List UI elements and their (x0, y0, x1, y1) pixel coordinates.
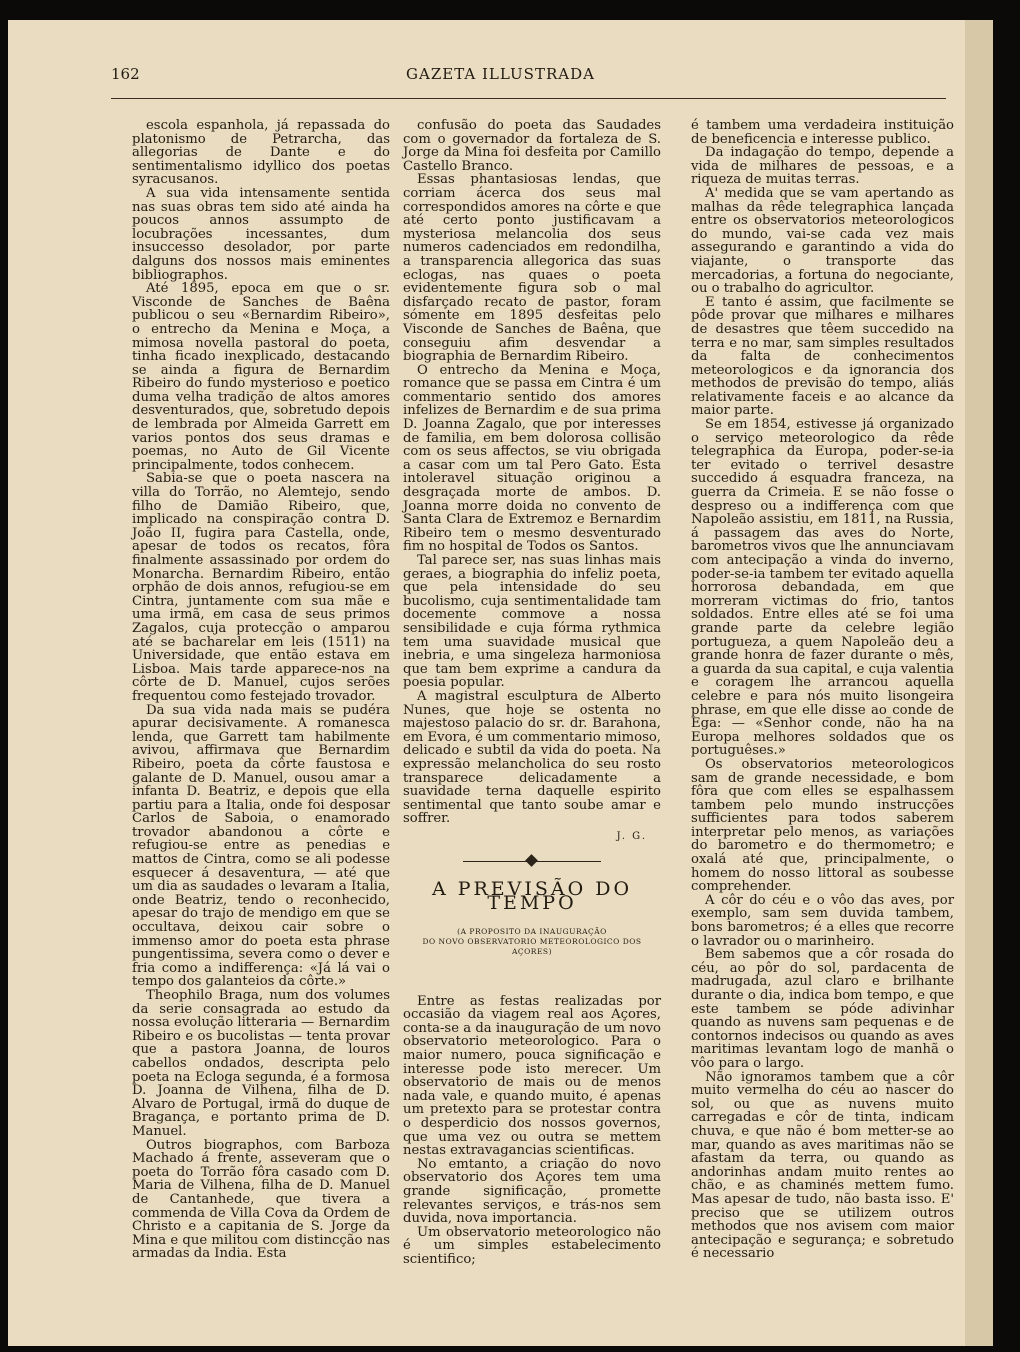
paragraph: A magistral esculptura de Alberto Nunes, que hoje se ostenta no majestoso palacio do sr. dr. Barahona, em Evora, é um commentario mimoso, delicado e subtil da vida do poeta. Na expressão melancholica do seu rosto transparece delicadamente a suavidade terna daquelle espirito sentimental que tanto soube amar e soffrer. (403, 688, 661, 827)
page-edge-shadow (965, 20, 993, 1346)
paragraph: Essas phantasiosas lendas, que corriam ácerca dos seus mal correspondidos amores na côrte e que até certo ponto justificavam a mysteriosa melancolia dos seus numeros cadenciados em redondilha, a transparencia allegorica das suas eclogas, nas quaes o poeta evidentemente figura sob o mal disfarçado recato de pastor, foram sómente em 1895 desfeitas pelo Visconde de Sanches de Baêna, que conseguiu afim desvendar a biographia de Bernardim Ribeiro. (403, 172, 661, 365)
section-divider (403, 847, 661, 875)
running-title: GAZETA ILLUSTRADA (406, 65, 595, 83)
page-header (8, 20, 993, 100)
paragraph: Um observatorio meteorologico não é um simples estabelecimento scientifico; (403, 1224, 661, 1267)
paragraph: Se em 1854, estivesse já organizado o serviço meteorologico da rêde telegraphica da Europa, poder-se-ia ter evitado o terrivel desastre succedido á esquadra franceza, na guerra da Crimeia. E se não fosse o despreso ou a indifferença com que Napoleão assistiu, em 1811, na Russia, á passagem das aves do Norte, barometros vivos que lhe annunciavam com antecipação a vinda do inverno, poder-se-ia tambem ter evitado aquella horrorosa debandada, em que morreram victimas do frio, tantos soldados. Entre elles até se foi uma grande parte da celebre legião portugueza, a quem Napoleão deu a grande honra de fazer durante o mês, a guarda da sua capital, e cuja valentia e coragem lhe arrancou aquella celebre e para nós muito lisongeira phrase, em que elle disse ao conde de Ega: — «Senhor conde, não ha na Europa melhores soldados que os portuguêses.» (691, 417, 955, 759)
article-subtitle (403, 927, 661, 957)
paragraph: A sua vida intensamente sentida nas suas obras tem sido até ainda ha poucos annos assumpto de locubrações incessantes, dum insuccesso desolador, por parte dalguns dos nossos mais eminentes bibliographos. (132, 185, 390, 283)
paragraph: Outros biographos, com Barboza Machado á frente, asseveram que o poeta do Torrão fôra casado com D. Maria de Vilhena, filha de D. Manuel de Cantanhede, que tivera a commenda de Villa Cova da Ordem de Christo e a capitania de S. Jorge da Mina e que militou com distincção nas armadas da India. Esta (132, 1137, 390, 1262)
paragraph: Da indagação do tempo, depende a vida de milhares de pessoas, e a riqueza de muitas terras. (691, 145, 954, 188)
paragraph: E tanto é assim, que facilmente se pôde provar que milhares e milhares de desastres que têem succedido na terra e no mar, sam simples resultados da falta de conhecimentos meteorologicos e da ignorancia dos methodos de previsão do tempo, aliás relativamente faceis e ao alcance da maior parte. (691, 294, 954, 419)
paragraph: O entrecho da Menina e Moça, romance que se passa em Cintra é um commentario sentido dos amores infelizes de Bernardim e de sua prima D. Joanna Zagalo, que por interesses de familia, em bem dolorosa collisão com os seus affectos, se viu obrigada a casar com um tal Pero Gato. Esta intoleravel situação originou a desgraçada morte de ambos. D. Joanna morre doida no convento de Santa Clara de Extremoz e Bernardim Ribeiro tem o mesmo desventurado fim no hospital de Todos os Santos. (403, 362, 661, 555)
column-1 (132, 119, 390, 1261)
paragraph: Sabia-se que o poeta nascera na villa do Torrão, no Alemtejo, sendo filho de Damião Ribeiro, que, implicado na conspiração contra D. João II, fugira para Castella, onde, apesar de todos os recatos, fôra finalmente assassinado por ordem do Monarcha. Bernardim Ribeiro, então orphão de dois annos, refugiou-se em Cintra, juntamente com sua mãe e uma irmã, em casa de seus primos Zagalos, cuja protecção o amparou até se bacharelar em leis (1511) na Universidade, que então estava em Lisboa. Mais tarde apparece-nos na côrte de D. Manuel, cujos serões frequentou como festejado trovador. (132, 471, 390, 704)
paragraph: Os observatorios meteorologicos sam de grande necessidade, e bom fôra que com elles se espalhassem tambem pelo mundo instrucções sufficientes para todos saberem interpretar pelo menos, as variações do barometro e do thermometro; e oxalá até que, principalmente, o homem do nosso littoral as soubesse comprehender. (691, 756, 954, 895)
paragraph: Entre as festas realizadas por occasião da viagem real aos Açores, conta-se a da inauguração de um novo observatorio meteorologico. Para o maior numero, pouca significação e interesse pode isto merecer. Um observatorio de mais ou de menos nada vale, e quando muito, é apenas um pretexto para se protestar contra o desperdicio dos nossos governos, que uma vez ou outra se mettem nestas extravagancias scientificas. (403, 993, 661, 1159)
newspaper-page (8, 20, 993, 1346)
paragraph: Da sua vida nada mais se pudéra apurar decisivamente. A romanesca lenda, que Garrett tam habilmente avivou, affirmava que Bernardim Ribeiro, poeta da côrte faustosa e galante de D. Manuel, ousou amar a infanta D. Beatriz, e depois que ella partiu para a Italia, onde foi desposar Carlos de Saboia, o enamorado trovador abandonou a côrte e refugiou-se entre as penedias e mattos de Cintra, como se ali podesse esquecer á desaventura, — até que um dia as saudades o levaram a Italia, onde Beatriz, tendo o reconhecido, apesar do trajo de mendigo em que se occultava, deixou cair sobre o immenso amor do poeta esta phrase pungentissima, severa como o dever e fria como a indifferença: «Já lá vai o tempo dos galanteios da côrte.» (132, 702, 390, 990)
article-title: A PREVISÃO DO TEMPO (431, 878, 633, 915)
paragraph: Bem sabemos que a côr rosada do céu, ao pôr do sol, pardacenta de madrugada, azul claro e brilhante durante o dia, indica bom tempo, e que este tambem se póde adivinhar quando as nuvens sam pequenas e de contornos indecisos ou quando as aves maritimas levantam logo de manhã o vôo para o largo. (691, 947, 954, 1071)
paragraph: Tal parece ser, nas suas linhas mais geraes, a biographia do infeliz poeta, que pela intensidade do seu bucolismo, cuja sentimentalidade tam docemente commove a nossa sensibilidade e cuja fórma rythmica tem uma suavidade musical que inebria, e uma singeleza harmoniosa que tam bem exprime a candura da poesia popular. (403, 553, 661, 691)
paragraph: A' medida que se vam apertando as malhas da rêde telegraphica lançada entre os observatorios meteorologicos do mundo, vai-se cada vez mais assegurando e garantindo a vida do viajante, o transporte das mercadorias, a fortuna do negociante, ou o trabalho do agricultor. (691, 185, 954, 297)
column-2 (403, 119, 661, 1267)
paragraph: A côr do céu e o vôo das aves, por exemplo, sam sem duvida tambem, bons barometros; é a elles que recorre o lavrador ou o marinheiro. (691, 892, 954, 949)
paragraph: escola espanhola, já repassada do platonismo de Petrarcha, das allegorias de Dante e do sentimentalismo idyllico dos poetas syracusanos. (132, 118, 390, 188)
paragraph: é tambem uma verdadeira instituição de beneficencia e interesse publico. (691, 118, 954, 147)
page-number: 162 (111, 65, 140, 83)
subtitle-line: DO NOVO OBSERVATORIO METEOROLOGICO DOS AÇORES) (422, 936, 642, 956)
paragraph: Até 1895, epoca em que o sr. Visconde de Sanches de Baêna publicou o seu «Bernardim Ribeiro», o entrecho da Menina e Moça, a mimosa novella pastoral do poeta, tinha ficado inexplicado, destacando se ainda a figura de Bernardim Ribeiro do fundo mysterioso e poetico duma velha tradição de altos amores desventurados, que, sobretudo depois de lembrada por Almeida Garrett em varios pontos dos seus dramas e poemas, no Auto de Gil Vicente principalmente, todos conhecem. (132, 281, 390, 473)
paragraph: Theophilo Braga, num dos volumes da serie consagrada ao estudo da nossa evolução litteraria — Bernardim Ribeiro e os bucolistas — tenta provar que a pastora Joanna, de louros cabellos ondados, descripta pelo poeta na Ecloga segunda, é a formosa D. Joanna de Vilhena, filha de D. Alvaro de Portugal, irmã do duque de Bragança, e portanto prima de D. Manuel. (132, 988, 390, 1139)
column-3 (691, 119, 954, 1261)
header-rule (111, 98, 946, 99)
divider-diamond (525, 855, 538, 868)
author-signature: J. G. (616, 830, 647, 842)
paragraph: No emtanto, a criação do novo observatorio dos Açores tem uma grande significação, promette relevantes serviços, e trás-nos sem duvida, nova importancia. (403, 1156, 661, 1227)
paragraph: Não ignoramos tambem que a côr muito vermelha do céu ao nascer do sol, ou que as nuvens muito carregadas e côr de tinta, indicam chuva, e que não é bom metter-se ao mar, quando as aves maritimas não se afastam da terra, ou quando as andorinhas andam muito rentes ao chão, e as chaminés mettem fumo. Mas apesar de tudo, não basta isso. E' preciso que se utilizem outros methodos que nos avisem com maior antecipação e segurança; e sobretudo é necessario (691, 1069, 954, 1262)
paragraph: confusão do poeta das Saudades com o governador da fortaleza de S. Jorge da Mina foi desfeita por Camillo Castello Branco. (403, 118, 661, 174)
subtitle-line: (A PROPOSITO DA INAUGURAÇÃO (457, 926, 607, 936)
